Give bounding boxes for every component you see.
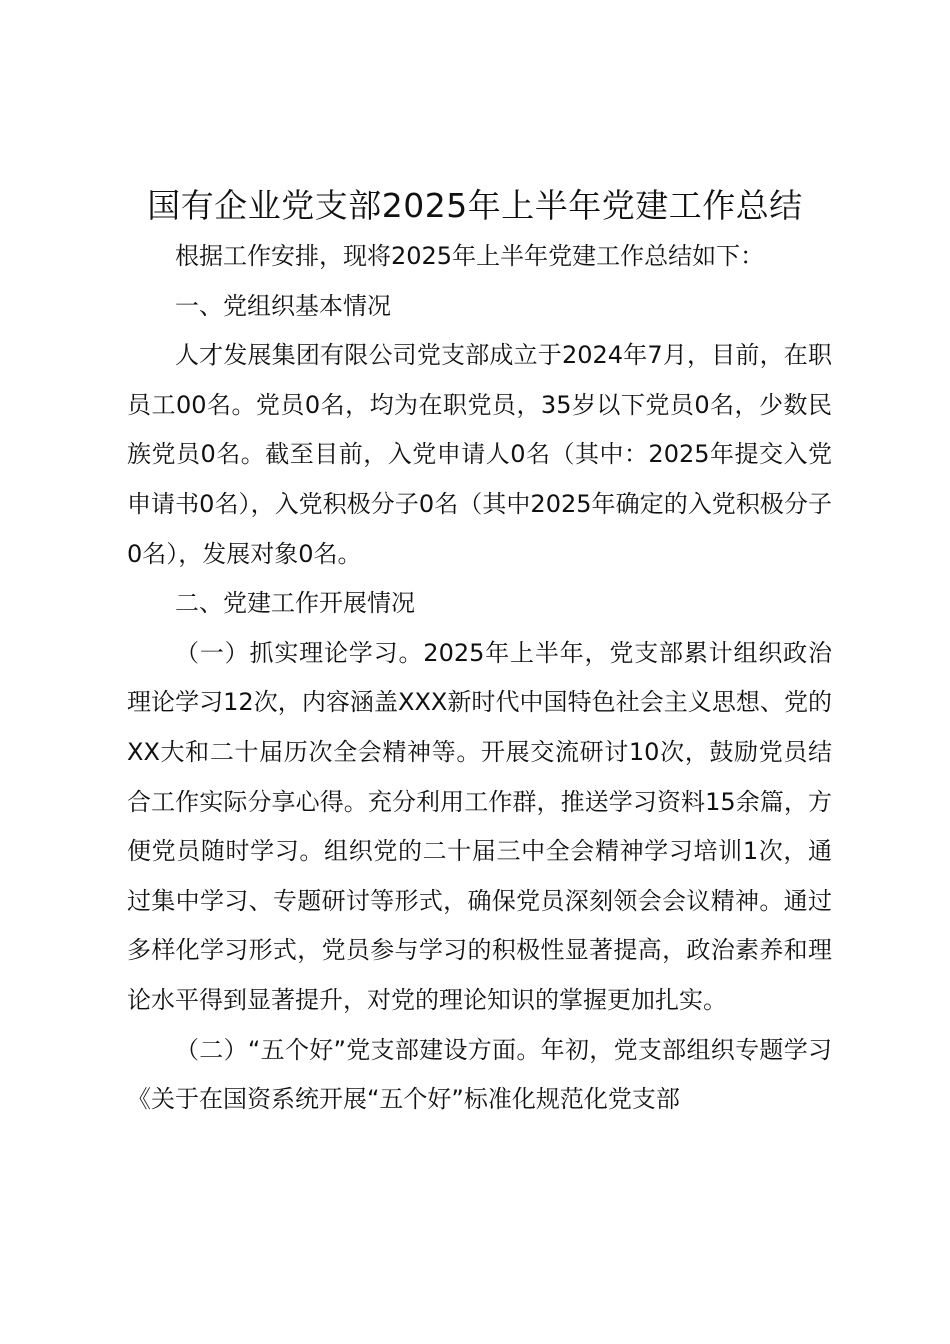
theory-study-paragraph: （一）抓实理论学习。2025年上半年，党支部累计组织政治理论学习12次，内容涵盖XXX新时代中国特色社会主义思想、党的XX大和二十届历次全会精神等。开展交流研讨10次，鼓励党员结合工作实际分享心得。充分利用工作群，推送学习资料15余篇，方便党员随时学习。组织党的二十届三中全会精神学习培训1次，通过集中学习、专题研讨等形式，确保党员深刻领会会议精神。通过多样化学习形式，党员参与学习的积极性显著提高，政治素养和理论水平得到显著提升，对党的理论知识的掌握更加扎实。	[127, 638, 832, 1014]
section-heading-2: 二、党建工作开展情况	[175, 589, 415, 618]
document-body	[127, 232, 832, 1125]
document-title: 国有企业党支部2025年上半年党建工作总结	[147, 186, 803, 225]
five-good-paragraph: （二）“五个好”党支部建设方面。年初，党支部组织专题学习《关于在国资系统开展“五个好”标准化规范化党支部	[127, 1035, 832, 1114]
section-heading-1: 一、党组织基本情况	[175, 291, 391, 320]
basic-info-paragraph: 人才发展集团有限公司党支部成立于2024年7月，目前，在职员工00名。党员0名，均为在职党员，35岁以下党员0名，少数民族党员0名。截至目前，入党申请人0名（其中：2025年提交入党申请书0名），入党积极分子0名（其中2025年确定的入党积极分子0名），发展对象0名。	[127, 341, 832, 568]
intro-paragraph: 根据工作安排，现将2025年上半年党建工作总结如下：	[175, 242, 765, 270]
